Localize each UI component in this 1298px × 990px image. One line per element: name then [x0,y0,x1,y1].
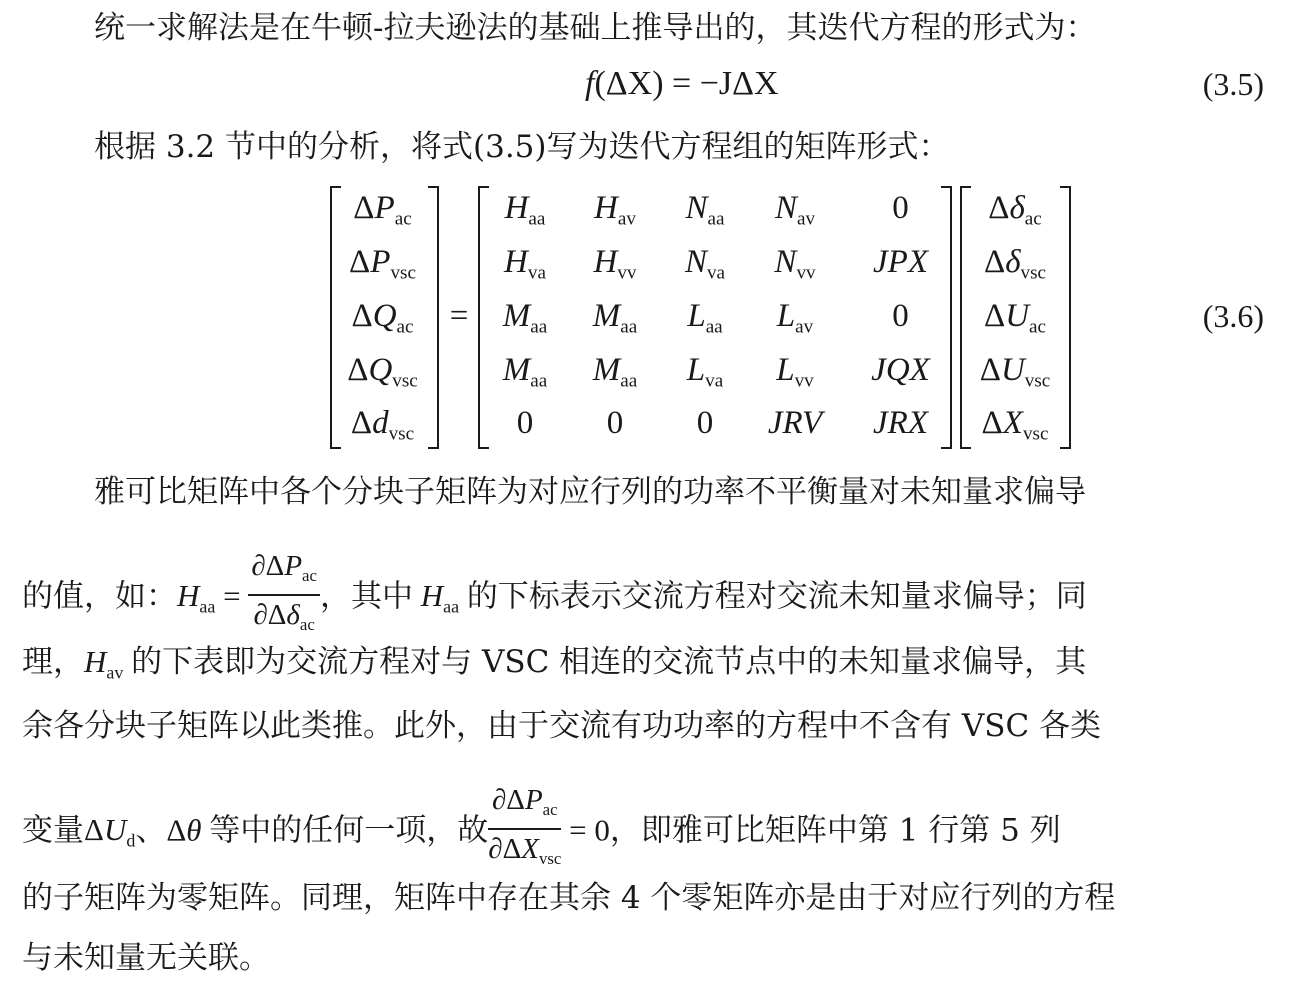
equation-3-5 [585,64,779,104]
lhs-vector-entry: $\Delta P_{vsc}$ [349,244,416,284]
jacobian-matrix-entry: JPX [873,244,928,280]
text-segment: 理， [22,644,84,680]
jacobian-matrix-entry: $M_{aa}$ [502,352,548,392]
equals-sign: = [449,298,469,334]
jacobian-matrix-entry: $H_{va}$ [504,244,546,284]
lhs-vector-entry: $\Delta P_{ac}$ [353,190,412,230]
text-segment: 变量 [22,812,84,849]
jacobian-matrix-entry: 0 [892,190,909,226]
jacobian-matrix-entry: $M_{aa}$ [592,352,638,392]
text-segment: 、 [135,812,167,849]
text-segment: 的下表即为交流方程对与 VSC 相连的交流节点中的未知量求偏导，其 [131,644,1087,680]
paragraph-jacobian-line5: 变量$\Delta U_d$、Δθ 等中的任何一项，故 $\frac{\partial\Delta P_{ac}}{\partial\Delta X_{vsc}}$ = 0，即雅可比矩阵中第 1 行第 5 列 [22,784,1061,880]
eq35-lhs: f [585,65,595,102]
jacobian-matrix-entry: 0 [696,405,714,441]
lhs-vector-entry: $\Delta d_{vsc}$ [350,405,415,445]
jacobian-matrix-entry: $M_{aa}$ [502,298,548,338]
lhs-vector-entry: $\Delta Q_{ac}$ [351,298,414,338]
jacobian-matrix-entry: 0 [606,405,624,441]
paragraph-intro: 统一求解法是在牛顿-拉夫逊法的基础上推导出的，其迭代方程的形式为： [94,10,1097,46]
paragraph-jacobian-line4: 余各分块子矩阵以此类推。此外，由于交流有功功率的方程中不含有 VSC 各类 [22,708,1102,744]
jacobian-matrix-entry: 0 [516,405,534,441]
formula-hav: $H_{av}$ [84,644,124,683]
text-segment: 等中的任何一项，故 [209,812,489,849]
jacobian-matrix-entry: JQX [871,352,930,388]
rhs-vector-entry: $\Delta U_{ac}$ [983,298,1047,338]
eq35-rhs: (ΔX) = −JΔX [594,65,779,102]
text-segment: 的值，如： [22,578,177,615]
jacobian-matrix-entry: $N_{vv}$ [774,244,816,284]
fraction-dpac-dxvsc: $\frac{\partial\Delta P_{ac}}{\partial\Delta X_{vsc}}$ [488,784,562,868]
rhs-vector-entry: $\Delta\delta_{ac}$ [988,190,1042,230]
jacobian-matrix-entry: $M_{aa}$ [592,298,638,338]
jacobian-matrix-entry: $H_{vv}$ [593,244,637,284]
jacobian-matrix-entry: $N_{va}$ [684,244,726,284]
jacobian-matrix-entry: $L_{av}$ [776,298,814,338]
lhs-vector-entry: $\Delta Q_{vsc}$ [347,352,418,392]
formula-delta-ud: $\Delta U_d$ [84,812,136,851]
jacobian-matrix-entry: 0 [892,298,909,334]
jacobian-matrix-entry: $H_{av}$ [594,190,636,230]
paragraph-matrix-intro: 根据 3.2 节中的分析，将式(3.5)写为迭代方程组的矩阵形式： [94,129,950,165]
rhs-vector-entry: $\Delta\delta_{vsc}$ [983,244,1047,284]
paragraph-jacobian-line3 [22,642,1086,692]
fraction-dpac-ddelta: $\frac{\partial\Delta P_{ac}}{\partial\Delta\delta_{ac}}$ [248,548,320,644]
formula-haa: $H_{aa}$ [177,578,216,617]
rhs-vector-entry: $\Delta X_{vsc}$ [981,405,1049,445]
formula-haa-2: $H_{aa}$ [412,578,460,617]
jacobian-matrix-entry: JRX [873,405,928,441]
equation-number-3-6: (3.6) [1202,298,1264,334]
equation-number-3-5: (3.5) [1202,66,1264,102]
text-segment: 的下标表示交流方程对交流未知量求偏导；同 [466,578,1087,615]
paragraph-jacobian-line1: 雅可比矩阵中各个分块子矩阵为对应行列的功率不平衡量对未知量求偏导 [94,474,1086,510]
jacobian-matrix-entry: JRV [767,405,823,441]
jacobian-matrix-entry: $L_{vv}$ [776,352,814,392]
paragraph-jacobian-line2: 的值，如：$H_{aa}$ = $\frac{\partial\Delta P_{ac}}{\partial\Delta\delta_{ac}}$ ，其中 $H_{aa}$ 的下标表示交流方程对交流未知量求偏导；同 [22,550,1087,646]
jacobian-matrix-entry: $L_{aa}$ [687,298,723,338]
jacobian-matrix-entry: $N_{aa}$ [685,190,725,230]
jacobian-matrix-entry: $L_{va}$ [686,352,724,392]
rhs-vector-entry: $\Delta U_{vsc}$ [979,352,1051,392]
text-segment: ，即雅可比矩阵中第 1 行第 5 列 [609,812,1061,849]
paragraph-jacobian-line6: 的子矩阵为零矩阵。同理，矩阵中存在其余 4 个零矩阵亦是由于对应行列的方程 [22,880,1116,916]
jacobian-matrix-entry: $H_{aa}$ [504,190,546,230]
paragraph-jacobian-line7: 与未知量无关联。 [22,940,270,976]
jacobian-matrix-entry: $N_{av}$ [774,190,816,230]
text-segment: ，其中 [319,578,413,615]
formula-delta-theta: Δθ [166,812,202,848]
